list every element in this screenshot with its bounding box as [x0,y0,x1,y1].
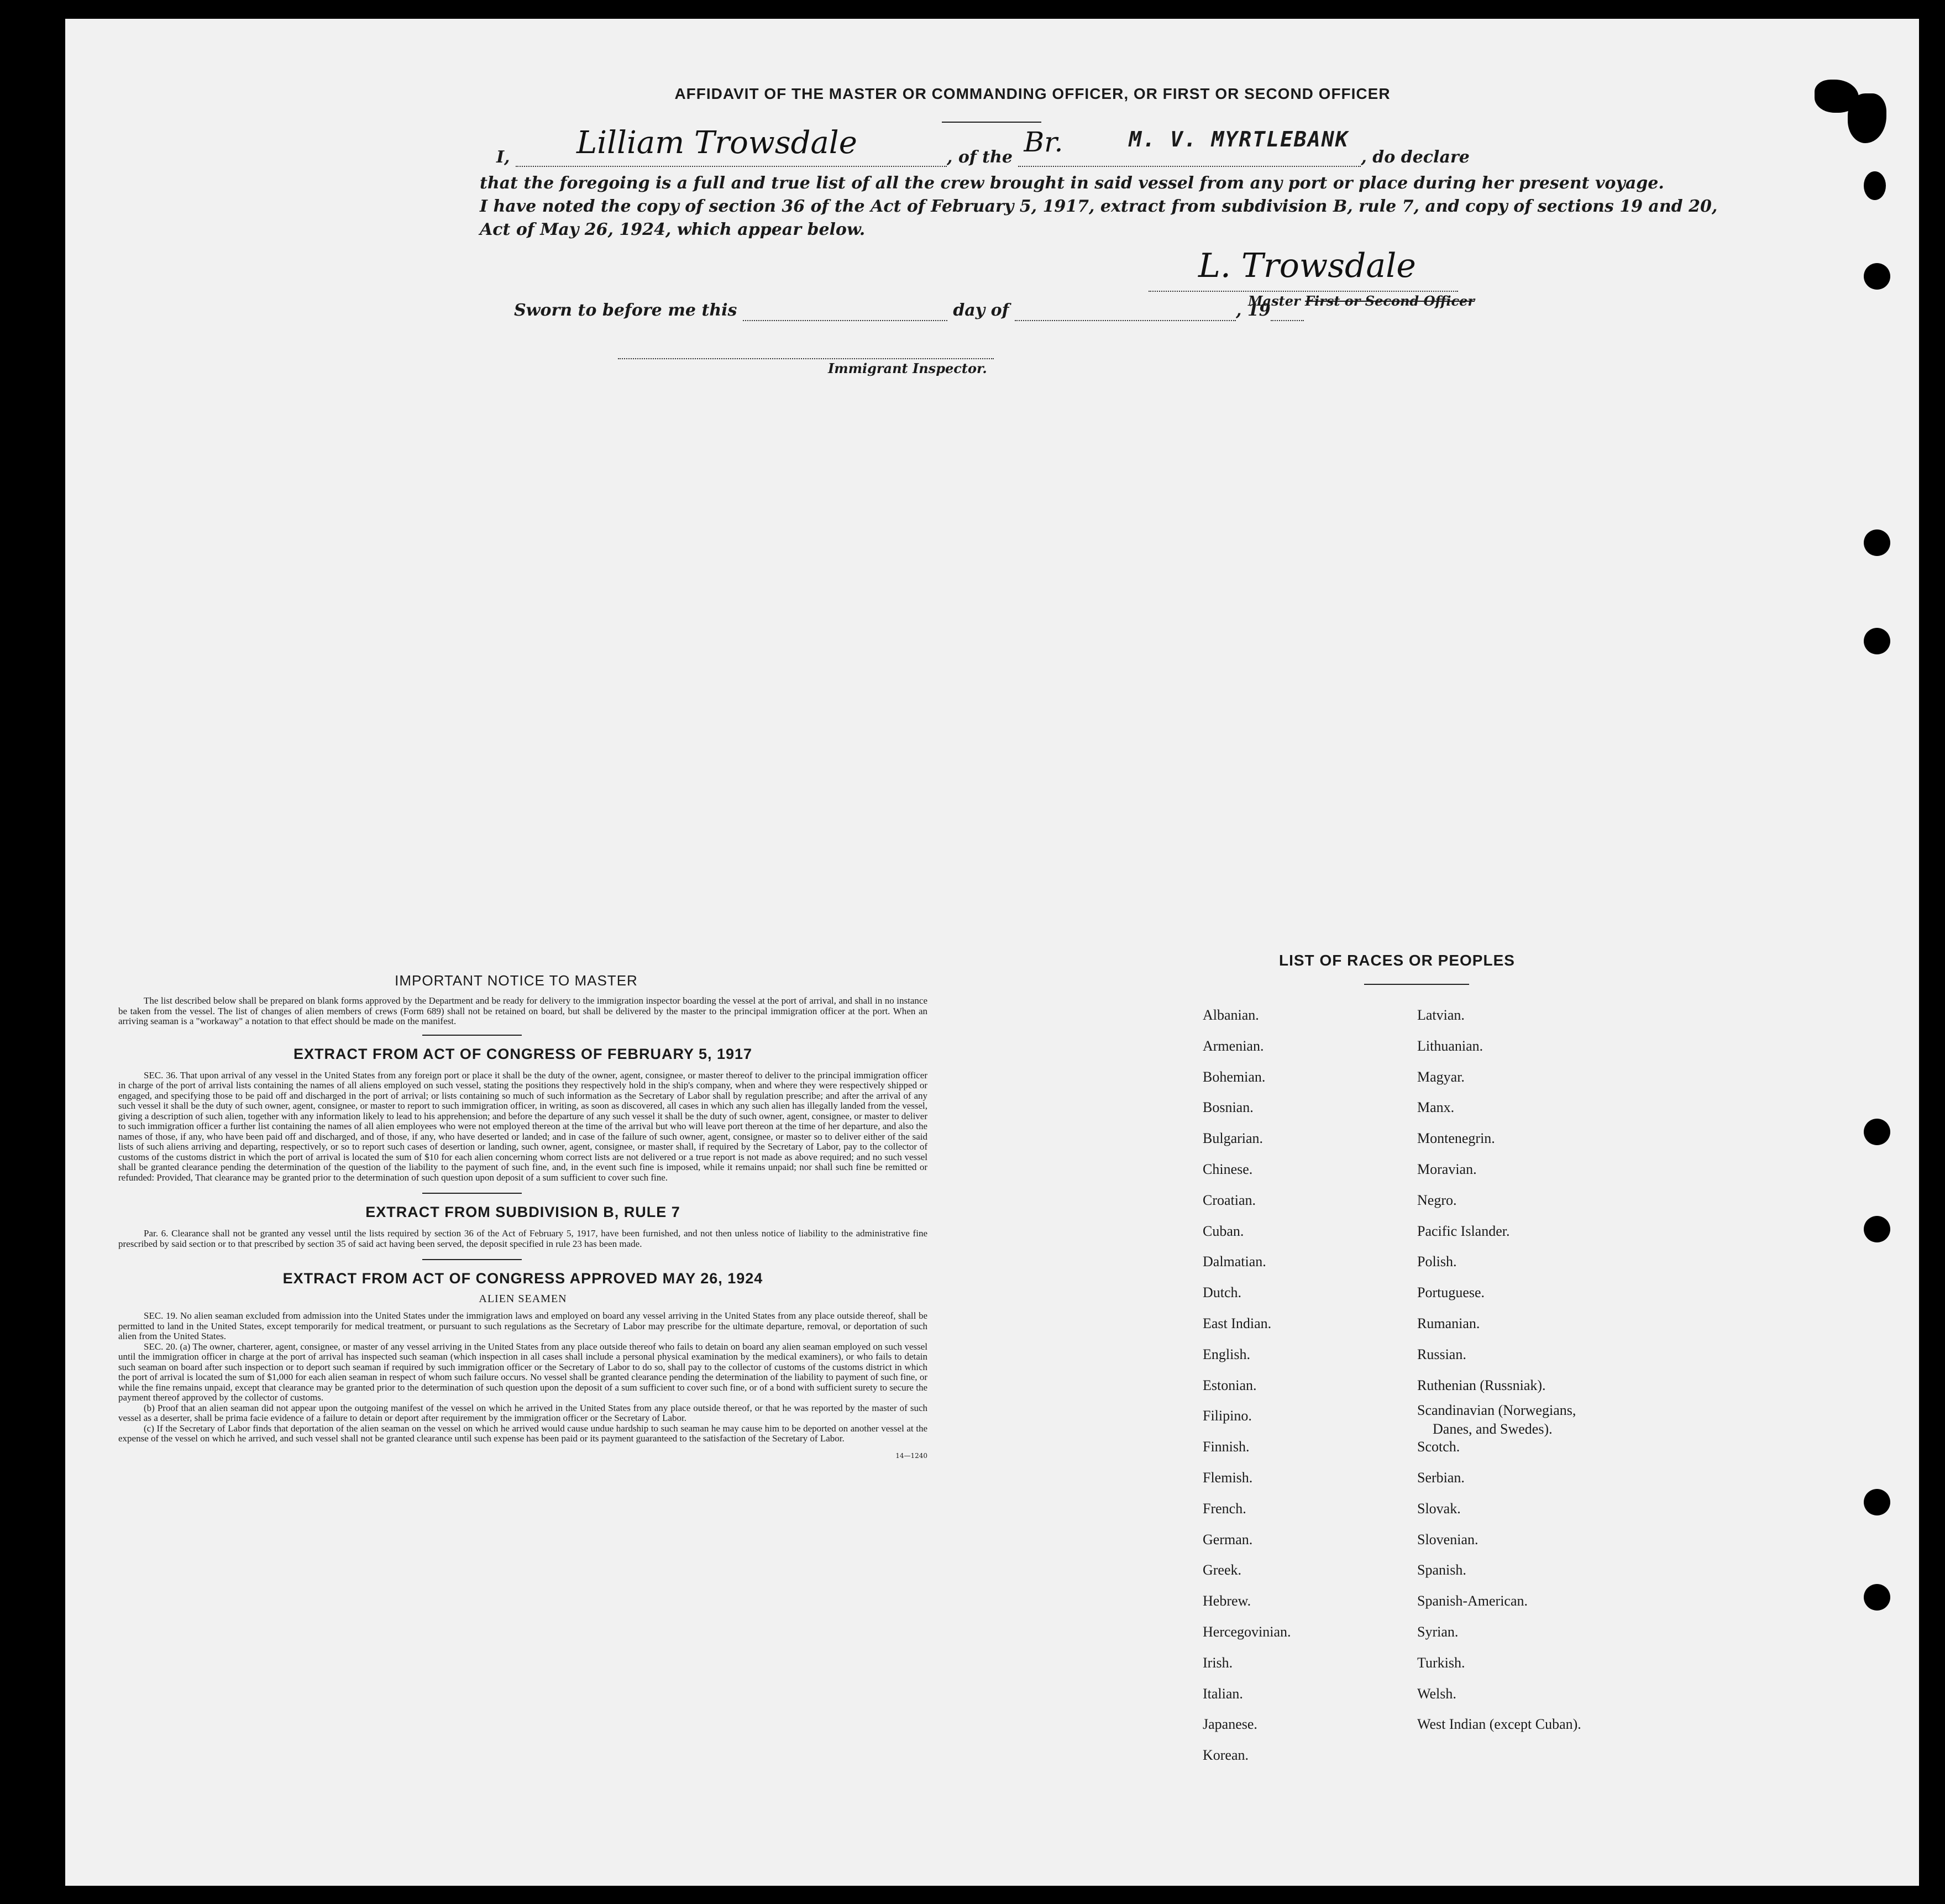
notice-heading: IMPORTANT NOTICE TO MASTER [395,972,638,989]
notice-paragraph: The list described below shall be prepared on blank forms approved by the Department and be ready for delivery to the immigration inspector boarding the vessel at the port of arrival, and shall in no instance be taken from the vessel. The list of changes of alien members of crews (Form 689) shall not be retained on board, but shall be delivered by the master to the principal immigration officer at the port. When an arriving seaman is a "workaway" a notation to that effect should be made on the manifest. [118,995,927,1026]
race-item: Danes, and Swedes). [1433,1421,1553,1438]
race-item: Dalmatian. [1203,1253,1266,1270]
race-item: Slovak. [1417,1500,1461,1517]
race-item: Hebrew. [1203,1593,1251,1609]
race-item: Italian. [1203,1685,1243,1702]
alien-seamen-subheading: ALIEN SEAMEN [479,1293,567,1305]
race-item: Latvian. [1417,1007,1465,1023]
race-item: Serbian. [1417,1470,1465,1486]
title-divider [942,122,1041,123]
master-signature-handwritten: L. Trowsdale [1198,246,1416,285]
sec-20a-paragraph: SEC. 20. (a) The owner, charterer, agent, consignee, or master of any vessel arriving in the United States from any place outside thereof who fails to detain on board any alien seaman employed on such vessel until the immigration officer in charge at the port of arrival has inspected such seaman (which inspection in all cases shall include a personal physical examination by the medical examiners), or who fails to detain such seaman on board after such inspection or to deport such seaman if required by such immigration officer or the Secretary of Labor to do so, shall pay to the collector of customs of the customs district in which the port of arrival is located the sum of $1,000 for each alien seaman in respect of whom such failure occurs. No vessel shall be granted clearance pending the determination of the liability to payment of such fine, or while the fine remains unpaid, except that clearance may be granted prior to the determination of such question upon the deposit of a sum sufficient to cover such fine, or of a bond with sufficient surety to secure the payment thereof approved by the collector of customs. [118,1341,927,1403]
struck-officer-label: First or Second Officer [1305,293,1475,309]
year-prefix: , 19 [1236,301,1271,320]
i-label: I, [496,148,510,167]
affidavit-line-4: Act of May 26, 1924, which appear below. [480,220,866,239]
race-item: French. [1203,1500,1246,1517]
punch-hole [1864,529,1890,556]
form-number: 14—1240 [895,1451,927,1460]
race-item: English. [1203,1346,1250,1362]
punch-hole [1864,263,1890,290]
extract-1924-text [118,1311,927,1444]
race-item: Dutch. [1203,1284,1242,1301]
vessel-name-field [1018,126,1361,167]
subdivision-b-heading: EXTRACT FROM SUBDIVISION B, RULE 7 [365,1204,680,1220]
race-item: Moravian. [1417,1161,1477,1177]
race-item: Scandinavian (Norwegians, [1417,1402,1576,1419]
race-item: Chinese. [1203,1161,1253,1177]
vessel-name: M. V. MYRTLEBANK [1129,127,1349,151]
divider-1 [422,1035,522,1036]
race-item: Manx. [1417,1099,1455,1116]
race-item: Lithuanian. [1417,1037,1483,1054]
race-item: Bosnian. [1203,1099,1254,1116]
race-item: Croatian. [1203,1192,1256,1208]
race-item: East Indian. [1203,1315,1272,1331]
race-item: Armenian. [1203,1037,1264,1054]
extract-1917-heading: EXTRACT FROM ACT OF CONGRESS OF FEBRUARY 5, 1917 [293,1045,753,1062]
divider-3 [422,1259,522,1260]
race-item: Turkish. [1417,1654,1465,1671]
sec-19-paragraph: SEC. 19. No alien seaman excluded from admission into the United States under the immigration laws and employed on board any vessel arriving in the United States from any place outside thereof, shall be permitted to land in the United States, except temporarily for medical treatment, or pursuant to such regulations as the Secretary of Labor may prescribe for the ultimate departure, removal, or deportation of such alien from the United States. [118,1310,927,1341]
races-divider [1364,984,1469,985]
sec-20c-paragraph: (c) If the Secretary of Labor finds that deportation of the alien seaman on the vessel on which he arrived would cause undue hardship to such seaman he may cause him to be deported on another vessel at the expense of the vessel on which he arrived, and such vessel shall not be granted clearance until such expense has been paid or its payment guaranteed to the satisfaction of the Secretary of Labor. [118,1423,927,1444]
race-item: Ruthenian (Russniak). [1417,1377,1546,1393]
race-item: Magyar. [1417,1068,1465,1085]
race-item: Flemish. [1203,1470,1253,1486]
races-title: LIST OF RACES OR PEOPLES [1279,952,1515,969]
race-item: Scotch. [1417,1439,1460,1455]
affidavit-line-1 [496,125,1470,167]
race-item: Japanese. [1203,1716,1257,1733]
sworn-year-field [1271,301,1304,321]
race-item: Welsh. [1417,1685,1456,1702]
race-item: West Indian (except Cuban). [1417,1716,1581,1733]
race-item: Rumanian. [1417,1315,1480,1331]
sworn-label: Sworn to before me this [514,301,737,320]
par-6-paragraph: Par. 6. Clearance shall not be granted any vessel until the lists required by section 36 of the Act of February 5, 1917, have been furnished, and not then unless notice of liability to the administrative fine prescribed by said section or to that prescribed by section 35 of said act having been served, the deposit specified in rule 23 has been made. [118,1228,927,1249]
of-the-label: , of the [946,148,1013,167]
race-item: Slovenian. [1417,1531,1479,1548]
race-item: Estonian. [1203,1377,1257,1393]
punch-hole [1864,1584,1890,1611]
affidavit-line-2: that the foregoing is a full and true list of all the crew brought in said vessel from any port or place during her present voyage. [480,174,1664,193]
signer-name-field [516,125,947,167]
extract-1917-text [118,1071,927,1183]
affidavit-line-3: I have noted the copy of section 36 of the Act of February 5, 1917, extract from subdivision B, rule 7, and copy of sections 19 and 20, [480,197,1718,216]
race-item: Russian. [1417,1346,1466,1362]
race-item: Korean. [1203,1747,1249,1764]
race-item: Syrian. [1417,1624,1459,1640]
punch-hole [1864,171,1886,200]
race-item: Montenegrin. [1417,1130,1495,1147]
race-item: German. [1203,1531,1253,1548]
subdivision-b-text [118,1229,927,1249]
race-item: Pacific Islander. [1417,1223,1510,1239]
punch-hole [1864,628,1890,654]
sworn-month-field [1015,301,1236,321]
vessel-prefix-handwritten: Br. [1024,126,1063,158]
punch-hole [1864,1489,1890,1515]
race-item: Greek. [1203,1562,1242,1578]
race-item: Hercegovinian. [1203,1624,1291,1640]
race-item: Cuban. [1203,1223,1244,1239]
sec-20b-paragraph: (b) Proof that an alien seaman did not appear upon the outgoing manifest of the vessel on which he arrived in the United States from any place outside thereof, or that he was reported by the master of such vessel as a deserter, shall be prima facie evidence of a failure to detain or deport after requirement by the immigration officer or the Secretary of Labor. [118,1402,927,1423]
document-page [65,19,1919,1886]
divider-2 [422,1193,522,1194]
race-item: Negro. [1417,1192,1457,1208]
sworn-day-field [743,301,947,321]
notice-text [118,996,927,1027]
ink-blot [1848,93,1886,143]
race-item: Polish. [1417,1253,1457,1270]
race-item: Spanish-American. [1417,1593,1528,1609]
extract-1924-heading: EXTRACT FROM ACT OF CONGRESS APPROVED MAY 26, 1924 [282,1270,763,1287]
race-item: Finnish. [1203,1439,1250,1455]
sec-36-paragraph: SEC. 36. That upon arrival of any vessel in the United States from any foreign port or place it shall be the duty of the owner, agent, consignee, or master thereof to deliver to the principal immigration officer in charge of the port of arrival lists containing the names of all aliens employed on such vessel, stating the positions they respectively hold in the ship's company, when and where they were respectively shipped or engaged, and specifying those to be paid off and discharged in the port of arrival; or lists containing so much of such information as the Secretary of Labor shall by regulation prescribe; and after the arrival of any such vessel it shall be the duty of such owner, agent, consignee, or master to report to such immigration officer, in writing, as soon as discovered, all cases in which any such alien has illegally landed from the vessel, giving a description of such alien, together with any information likely to lead to his apprehension; and before the departure of any such vessel it shall be the duty of such owner, agent, consignee, or master to deliver to such immigration officer a further list containing the names of all alien employees who were not employed thereon at the time of the arrival but who will leave port thereon at the time of her departure, and also the names of those, if any, who have been paid off and discharged, and of those, if any, who have deserted or landed; and in case of the failure of such owner, agent, consignee, or master so to deliver either of the said lists of such aliens arriving and departing, respectively, or so to report such cases of desertion or landing, such owner, agent, consignee, or master shall, if required by the Secretary of Labor, pay to the collector of customs of the customs district in which the port of arrival is located the sum of $10 for each alien concerning whom correct lists are not delivered or a true report is not made as above required; and no such vessel shall be granted clearance pending the determination of the question of the liability to the payment of such fine, and, in the event such fine is imposed, while it remains unpaid; nor shall such fine be remitted or refunded: Provided, That clearance may be granted prior to the determination of such question upon deposit of a sum sufficient to cover such fine. [118,1069,927,1183]
race-item: Albanian. [1203,1007,1259,1023]
race-item: Spanish. [1417,1562,1466,1578]
do-declare-label: , do declare [1361,148,1470,167]
affidavit-title: AFFIDAVIT OF THE MASTER OR COMMANDING OFFICER, OR FIRST OR SECOND OFFICER [674,85,1391,102]
race-item: Portuguese. [1417,1284,1485,1301]
signer-name-handwritten: Lilliam Trowsdale [576,125,857,161]
punch-hole [1864,1216,1890,1242]
sworn-line [514,301,1304,321]
master-label: Master [1248,293,1301,309]
race-item: Filipino. [1203,1408,1252,1424]
race-item: Irish. [1203,1654,1233,1671]
left-column [118,972,927,1460]
inspector-label: Immigrant Inspector. [828,360,987,376]
punch-hole [1864,1119,1890,1145]
inspector-signature-line [618,358,994,359]
day-of-label: day of [953,301,1009,320]
race-item: Bulgarian. [1203,1130,1264,1147]
race-item: Bohemian. [1203,1068,1266,1085]
